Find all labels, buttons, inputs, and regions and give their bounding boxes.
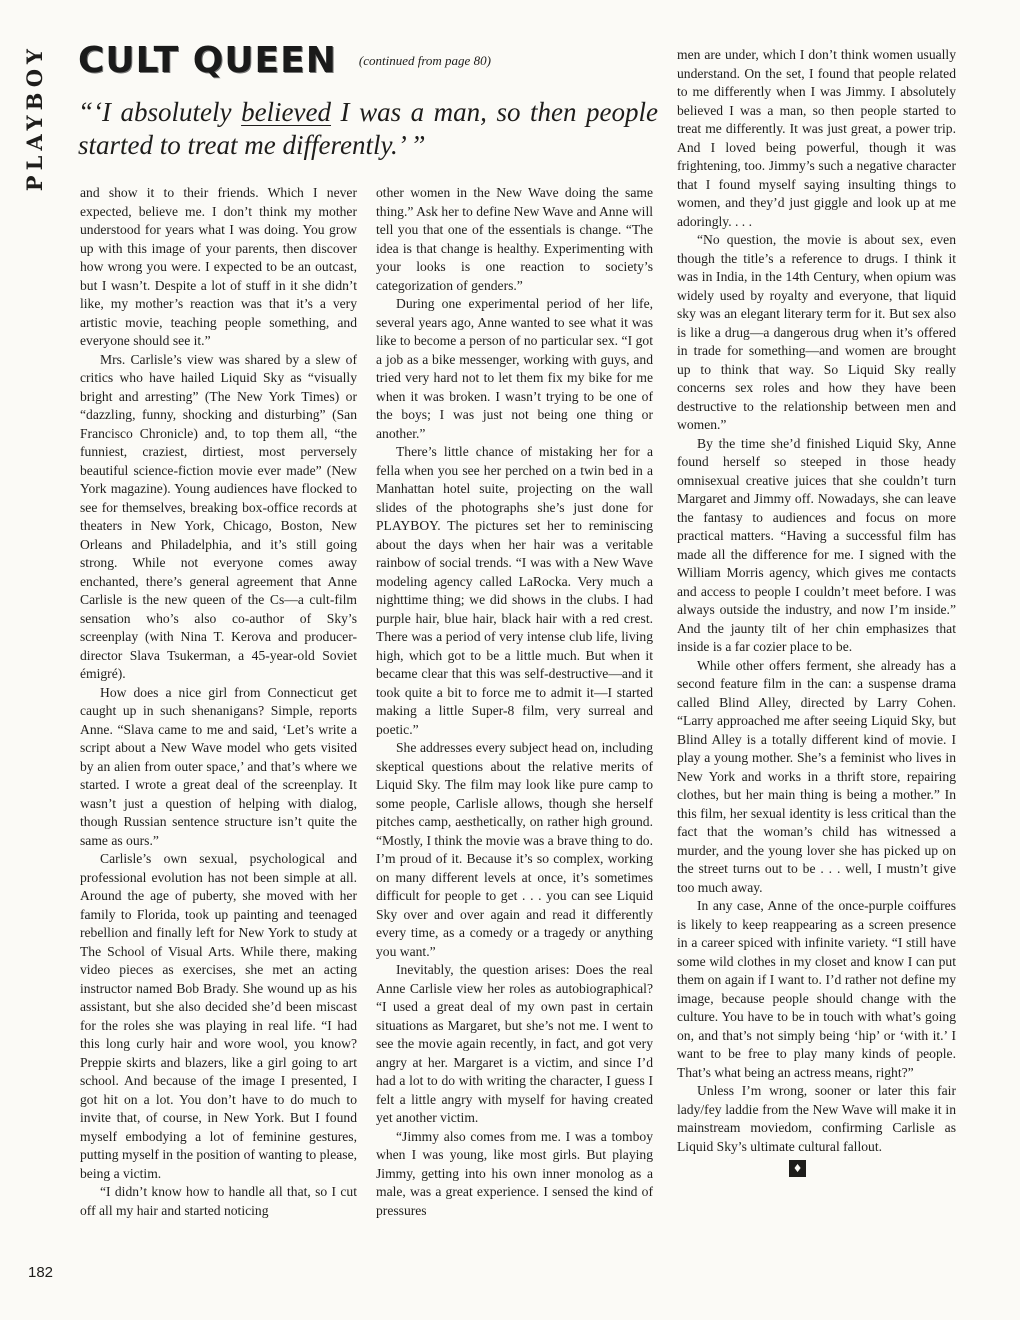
- paragraph: “Jimmy also comes from me. I was a tomboy when I was young, like most girls. But playing Jimmy, getting into his own inner monolog as a male, was a great experience. I sensed the kind of pressures: [376, 1128, 653, 1218]
- paragraph: How does a nice girl from Connecticut get caught up in such shenanigans? Simple, reports Anne. “Slava came to me and said, ‘Let’s write a script about a New Wave model who gets visited by an alien from outer space,’ and that’s where we started. I wrote a great deal of the screenplay. It wasn’t just a question of helping with dialog, though Russian sentence structure isn’t quite the same as ours.”: [80, 684, 357, 848]
- pull-quote-rest: I was a man, so then people started to treat me differently.’ ”: [78, 97, 659, 160]
- rabbit-head-end-mark-icon: ♦: [789, 1160, 806, 1177]
- magazine-name: PLAYBOY: [22, 44, 47, 192]
- paragraph: By the time she’d finished Liquid Sky, Anne found herself so steeped in those heady omnisexual creative juices that she couldn’t turn Margaret and Jimmy off. Nowadays, she can leave the fantasy to audiences and focus on more practical matters. “Having a successful film has made all the difference for me. I signed with the William Morris agency, which gives me contacts and access to people I couldn’t meet before. I was always outside the industry, and now I’m inside.” And the jaunty tilt of her chin emphasizes that inside is a far cozier place to be.: [677, 435, 956, 654]
- pull-quote: [78, 96, 658, 162]
- pull-quote-open: “‘I absolutely: [78, 97, 242, 127]
- text-column-3: [677, 46, 956, 1178]
- text-column-2: [376, 184, 653, 1220]
- paragraph: In any case, Anne of the once-purple coiffures is likely to keep reappearing as a screen presence in a career spiced with infinite variety. “I still have some wild clothes in my closet and know I can put them on again if I want to. I’d rather not define my image, because people should change with the culture. You have to be in touch with what’s going on, and that’s not simply being ‘hip’ or ‘with it.’ I want to be free to play many kinds of people. That’s what being an actress means, right?”: [677, 898, 956, 1080]
- paragraph: and show it to their friends. Which I never expected, believe me. I don’t think my mother understood for years what I was doing. You grow up with this image of your parents, then discover how wrong you were. I expected to be an outcast, but I wasn’t. Despite a lot of stuff in it she didn’t like, my mother’s reaction was that it’s a very artistic movie, teaching people something, and everyone should see it.”: [80, 185, 357, 348]
- paragraph: She addresses every subject head on, including skeptical questions about the relative merits of Liquid Sky. The film may look like pure camp to some people, Carlisle allows, though she herself pitches camp, aesthetically, on rather high ground. “Mostly, I think the movie was a brave thing to do. I’m proud of it. Because it’s so complex, working on many different levels at once, it’s sometimes difficult for people to get . . . you can see Liquid Sky over and over again and read it differently every time, as a comedy or a tragedy or anything you want.”: [376, 740, 653, 959]
- page-number: 182: [28, 1264, 54, 1281]
- paragraph: “I didn’t know how to handle all that, so I cut off all my hair and started noticing: [80, 1184, 357, 1218]
- text-column-1: [80, 184, 357, 1220]
- paragraph: other women in the New Wave doing the same thing.” Ask her to define New Wave and Anne will tell you that one of the essentials is change. “The idea is that change is healthy. Experimenting with your looks is one reaction to society’s categorization of genders.”: [376, 185, 653, 293]
- paragraph: While other offers ferment, she already has a second feature film in the can: a suspense drama called Blind Alley, directed by Larry Cohen. “Larry approached me after seeing Liquid Sky, but Blind Alley is a totally different kind of movie. I play a young mother. She’s a feminist who lives in New York and works in a thrift store, repairing clothes, but her main thing is being a mother.” In this film, her sexual identity is less critical than the fact that the woman’s child has witnessed a murder, and the young lover she has picked up on the street turns out to be . . . well, I mustn’t give too much away.: [677, 657, 956, 895]
- paragraph: There’s little chance of mistaking her for a fella when you see her perched on a twin bed in a Manhattan hotel suite, projecting on the wall slides of the photographs she’s just done for PLAYBOY. The pictures set her to reminiscing about the days when her hair was a veritable rainbow of social trends. “I was with a New Wave modeling agency called LaRocka. Very much a nighttime thing; we did shows in the clubs. I had purple hair, blue hair, black hair with a red crest. There was a period of very intense club life, living high, which got to be a little much. But when it became clear that this was self-destructive—and it took quite a bit to force me to admit it—I started making a little Super-8 film, very surreal and poetic.”: [376, 444, 653, 737]
- paragraph: During one experimental period of her life, several years ago, Anne wanted to see what it was like to become a person of no particular sex. “I got a job as a bike messenger, working with guys, and tried very hard not to let them fix my bike for me when it was broken. I wasn’t trying to be one of the boys; I was just not being one thing or another.”: [376, 296, 653, 441]
- paragraph: Mrs. Carlisle’s view was shared by a slew of critics who have hailed Liquid Sky as “visually bright and arresting” (The New York Times) or “dazzling, funny, shocking and disturbing” (San Francisco Chronicle) and, to top them all, “the funniest, craziest, dirtiest, most perversely beautiful science-fiction movie ever made” (New York magazine). Young audiences have flocked to see for themselves, breaking box-office records at theaters in New York, Chicago, Boston, New Orleans and Philadelphia, and it’s still going strong. While not everyone comes away enchanted, there’s general agreement that Anne Carlisle is the new queen of the Cs—a cult-film sensation who’s also co-author of Sky’s screenplay (with Nina T. Kerova and producer-director Slava Tsukerman, a 45-year-old Soviet émigré).: [80, 351, 357, 681]
- paragraph: Unless I’m wrong, sooner or later this fair lady/fey laddie from the New Wave will make it in mainstream moviedom, confirming Carlisle as Liquid Sky’s ultimate cultural fallout.: [677, 1083, 956, 1154]
- pull-quote-underlined: believed: [241, 97, 332, 127]
- paragraph: Inevitably, the question arises: Does the real Anne Carlisle view her roles as autobiographical? “I used a great deal of my own past in certain situations as Margaret, but she’s not me. I went to see the movie again recently, in fact, and got very angry at her. Margaret is a victim, and since I’d had a lot to do with writing the character, I guess I felt a little angry with myself for having created yet another victim.: [376, 962, 653, 1125]
- paragraph: “No question, the movie is about sex, even though the title’s a reference to drugs. I think it was in India, in the 14th Century, when opium was widely used by royalty and everyone, that liquid sky was an elegant literary term for it. But sex also is like a drug—a dangerous drug when it’s offered in trade for something—and women are brought up to think that way. So Liquid Sky really concerns sex roles and how they have been destructive to the relationship between men and women.”: [677, 232, 956, 432]
- paragraph: Carlisle’s own sexual, psychological and professional evolution has not been simple at all. Around the age of puberty, she moved with her family to Florida, took up painting and teenaged rebellion and finally left for New York to study at The School of Visual Arts. While there, making video pieces as exercises, she met an acting instructor named Bob Brady. She wound up as his assistant, but she also decided she’d been miscast for the roles she was playing in real life. “I had this long curly hair and wore wool, you know? Preppie skirts and blazers, like a girl going to art school. And because of the image I presented, I got hit on a lot. You don’t have to do much to invite that, of course, in New York. But I found myself embodying a lot of feminine gestures, putting myself in the position of wanting to please, being a victim.: [80, 851, 357, 1181]
- continued-note: (continued from page 80): [358, 52, 491, 68]
- section-title: CULT QUEEN: [78, 40, 337, 81]
- article-header: [78, 40, 658, 81]
- paragraph: men are under, which I don’t think women usually understand. On the set, I found that people related to me differently when I was Jimmy. I absolutely believed I was a man, so then people started to treat me differently. It was just great, a power trip. And I loved being powerful, though it was frightening, too. Jimmy’s such a negative character that I found myself saying insulting things to women, and they’d just giggle and look up at me adoringly. . . .: [677, 47, 956, 229]
